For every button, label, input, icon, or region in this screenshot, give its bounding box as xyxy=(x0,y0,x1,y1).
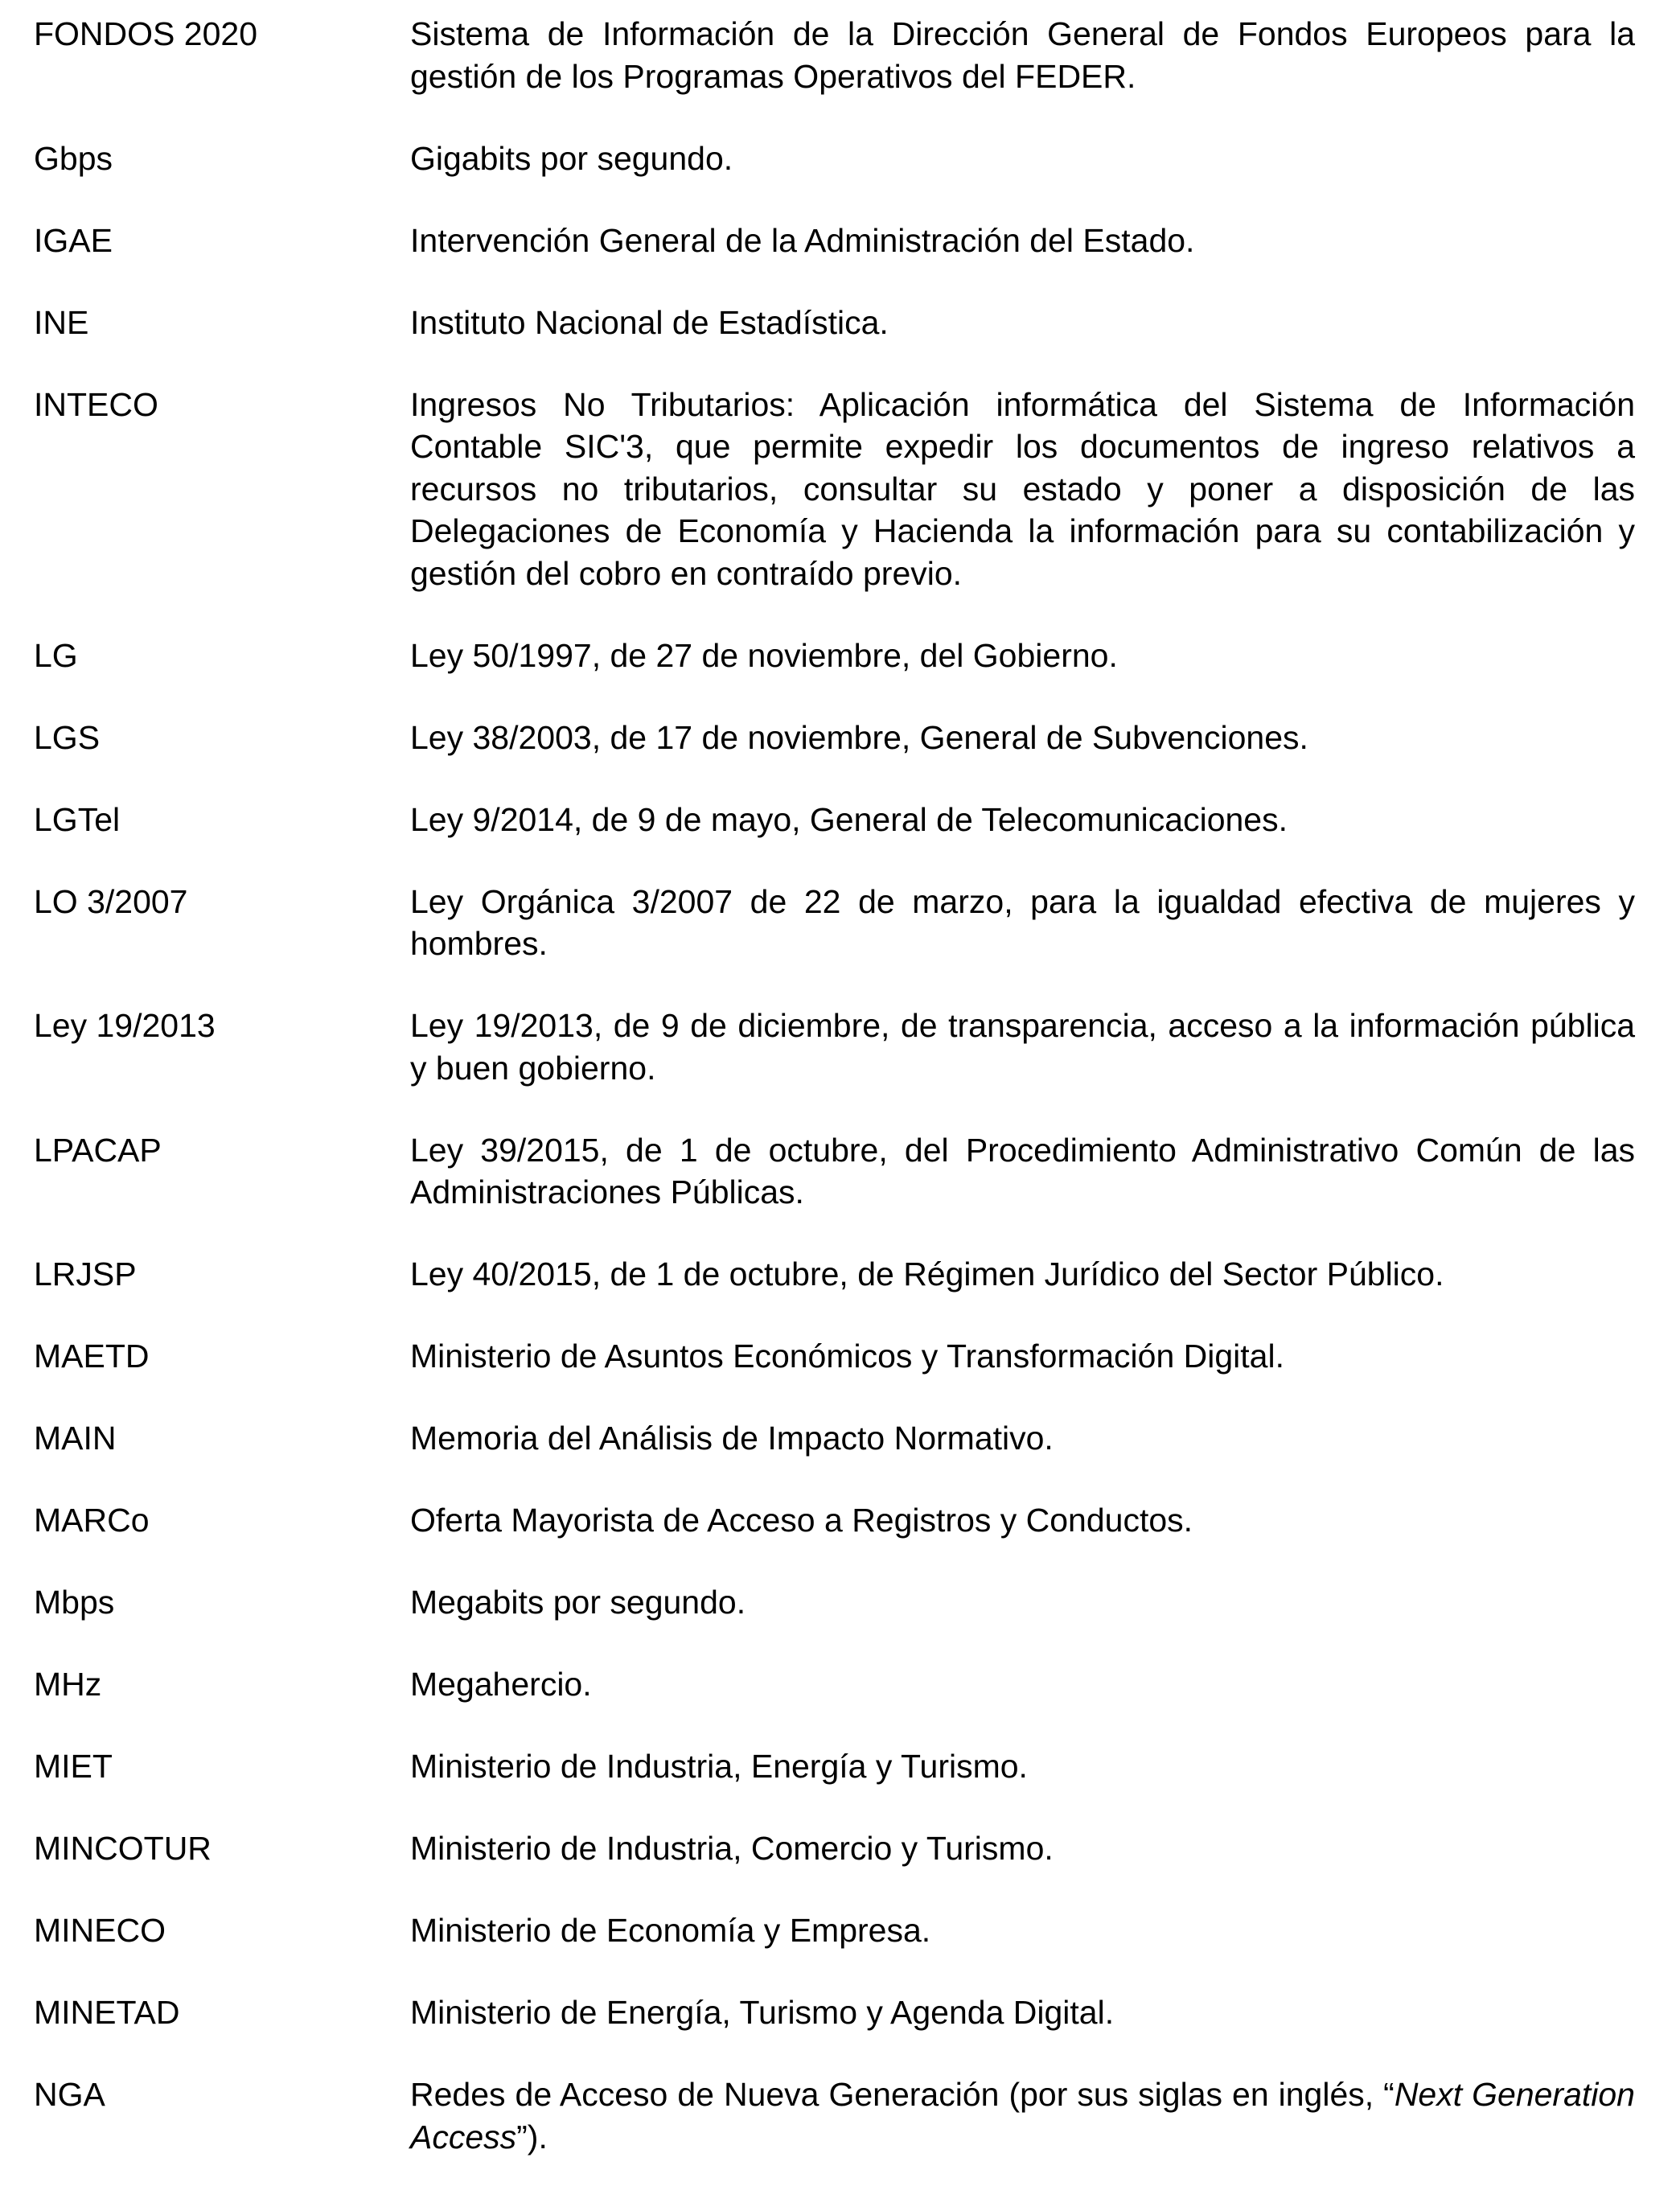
glossary-term: MINECO xyxy=(34,1912,166,1949)
definition-suffix: ”). xyxy=(516,2118,548,2156)
glossary-term: LGS xyxy=(34,718,101,756)
glossary-term: LO 3/2007 xyxy=(34,882,188,920)
glossary-definition: Ministerio de Industria, Energía y Turismo. xyxy=(410,1748,1028,1785)
glossary-definition: Ingresos No Tributarios: Aplicación informática del Sistema de Información Contable SIC'3, que permite expedir los documentos de ingreso relativos a recursos no tributarios, consultar su estado y poner a disposición de las Delegaciones de Economía y Hacienda la información para su contabilización y gestión del cobro en contraído previo. xyxy=(410,385,1635,592)
glossary-term: MAETD xyxy=(34,1338,150,1375)
glossary-term: FONDOS 2020 xyxy=(34,15,257,52)
glossary-definition: Sistema de Información de la Dirección General de Fondos Europeos para la gestión de los Programas Operativos del FEDER. xyxy=(410,15,1635,95)
glossary-term: INE xyxy=(34,303,89,341)
glossary-definition: Ley 19/2013, de 9 de diciembre, de transparencia, acceso a la información pública y buen gobierno. xyxy=(410,1007,1635,1087)
glossary-entry xyxy=(34,1827,1635,1870)
glossary-entry xyxy=(34,384,1635,595)
definition-italic: Next Generation Access xyxy=(410,2076,1635,2156)
glossary-entry xyxy=(34,881,1635,965)
glossary-definition: Memoria del Análisis de Impacto Normativo. xyxy=(410,1420,1054,1457)
glossary-term: MARCo xyxy=(34,1502,150,1539)
glossary-term: MINETAD xyxy=(34,1994,180,2031)
definition-prefix: Redes de Acceso de Nueva Generación (por sus siglas en inglés, “ xyxy=(410,2076,1395,2113)
glossary-term: MHz xyxy=(34,1666,102,1703)
glossary-definition: Ley 40/2015, de 1 de octubre, de Régimen Jurídico del Sector Público. xyxy=(410,1256,1444,1292)
glossary-entry xyxy=(34,2073,1635,2158)
glossary-definition: Ministerio de Energía, Turismo y Agenda Digital. xyxy=(410,1994,1115,2031)
glossary-entry xyxy=(34,1129,1635,1214)
glossary-entry xyxy=(34,1253,1635,1296)
glossary-entry xyxy=(34,138,1635,180)
glossary-definition: Megabits por segundo. xyxy=(410,1584,746,1621)
glossary-entry xyxy=(34,302,1635,344)
glossary-entry xyxy=(34,799,1635,841)
glossary-definition: Gigabits por segundo. xyxy=(410,139,733,177)
glossary-term: Ley 19/2013 xyxy=(34,1007,216,1044)
glossary-definition: Ley 50/1997, de 27 de noviembre, del Gobierno. xyxy=(410,636,1118,674)
glossary-definition: Megahercio. xyxy=(410,1666,592,1703)
glossary-term: MINCOTUR xyxy=(34,1830,212,1867)
glossary-entry xyxy=(34,1581,1635,1624)
glossary-definition: Intervención General de la Administración del Estado. xyxy=(410,221,1195,259)
glossary-term: IGAE xyxy=(34,221,113,259)
glossary-entry xyxy=(34,1745,1635,1788)
glossary-entry xyxy=(34,220,1635,262)
glossary-term: INTECO xyxy=(34,385,158,423)
glossary-term: LGTel xyxy=(34,800,121,838)
glossary-definition: Ministerio de Economía y Empresa. xyxy=(410,1912,931,1949)
glossary-definition: Ley 39/2015, de 1 de octubre, del Procedimiento Administrativo Común de las Administraciones Públicas. xyxy=(410,1131,1635,1210)
glossary-entry xyxy=(34,1663,1635,1706)
glossary-term: NGA xyxy=(34,2076,105,2113)
glossary-term: LG xyxy=(34,636,78,674)
glossary-entry xyxy=(34,1417,1635,1460)
glossary-list xyxy=(34,13,1635,2198)
glossary-term: Gbps xyxy=(34,139,113,177)
glossary-term: LRJSP xyxy=(34,1256,137,1292)
glossary-entry xyxy=(34,635,1635,677)
glossary-definition: Instituto Nacional de Estadística. xyxy=(410,303,889,341)
glossary-term: LPACAP xyxy=(34,1131,162,1169)
glossary-entry xyxy=(34,1005,1635,1089)
glossary-definition: Ley 38/2003, de 17 de noviembre, General de Subvenciones. xyxy=(410,718,1308,756)
glossary-entry xyxy=(34,13,1635,97)
glossary-definition: Ministerio de Asuntos Económicos y Transformación Digital. xyxy=(410,1338,1284,1375)
glossary-entry xyxy=(34,1499,1635,1542)
glossary-definition: Ministerio de Industria, Comercio y Turismo. xyxy=(410,1830,1054,1867)
glossary-term: MIET xyxy=(34,1748,113,1785)
glossary-entry xyxy=(34,1909,1635,1952)
glossary-definition: Ley Orgánica 3/2007 de 22 de marzo, para la igualdad efectiva de mujeres y hombres. xyxy=(410,882,1635,962)
glossary-definition xyxy=(410,2073,1635,2158)
glossary-entry xyxy=(34,717,1635,759)
glossary-entry xyxy=(34,1335,1635,1378)
glossary-definition: Oferta Mayorista de Acceso a Registros y Conductos. xyxy=(410,1502,1193,1539)
glossary-definition: Ley 9/2014, de 9 de mayo, General de Telecomunicaciones. xyxy=(410,800,1288,838)
glossary-term: MAIN xyxy=(34,1420,117,1457)
glossary-entry xyxy=(34,1991,1635,2034)
glossary-term: Mbps xyxy=(34,1584,115,1621)
